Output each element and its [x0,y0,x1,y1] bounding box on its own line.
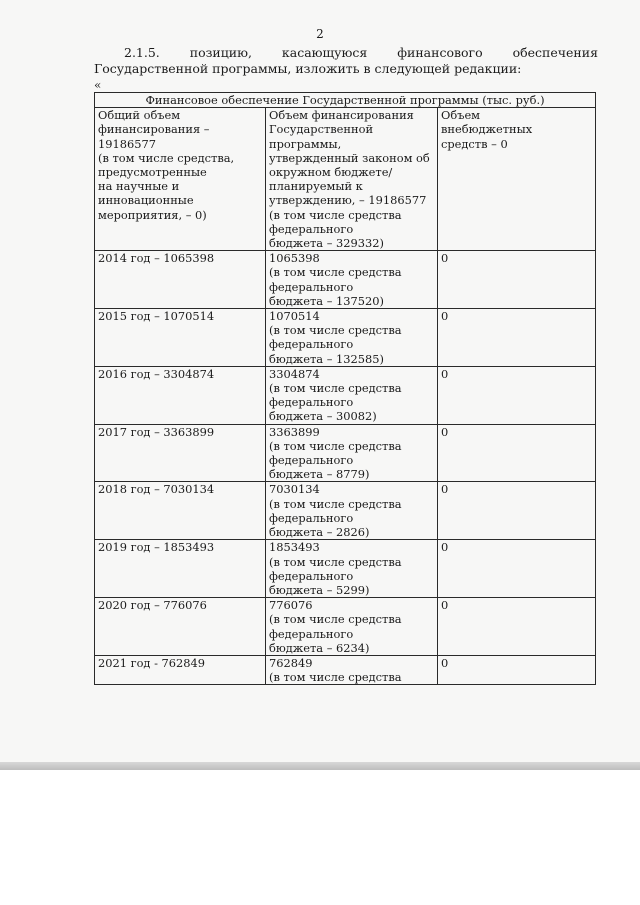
row-extrabudgetary: 0 [438,309,596,367]
row-year-total: 2016 год – 3304874 [95,366,266,424]
row-district-amount: 7030134 (в том числе средства федерального бюджета – 2826) [266,482,438,540]
table-row [95,598,596,656]
row-extrabudgetary: 0 [438,655,596,684]
scan-bottom-edge [0,762,640,770]
row-year-total: 2020 год – 776076 [95,598,266,656]
table-row [95,540,596,598]
row-district-amount: 762849 (в том числе средства [266,655,438,684]
table-title: Финансовое обеспечение Государственной программы (тыс. руб.) [95,93,596,108]
table-row [95,482,596,540]
row-district-amount: 3304874 (в том числе средства федерального бюджета – 30082) [266,366,438,424]
row-year-total: 2017 год – 3363899 [95,424,266,482]
table-row [95,424,596,482]
row-extrabudgetary: 0 [438,540,596,598]
row-extrabudgetary: 0 [438,366,596,424]
row-extrabudgetary: 0 [438,598,596,656]
row-year-total: 2018 год – 7030134 [95,482,266,540]
row-year-total: 2015 год – 1070514 [95,309,266,367]
row-district-amount: 1853493 (в том числе средства федерального бюджета – 5299) [266,540,438,598]
row-district-amount: 1065398 (в том числе средства федерального бюджета – 137520) [266,251,438,309]
row-extrabudgetary: 0 [438,251,596,309]
header-extrabudgetary: Объем внебюджетных средств – 0 [438,108,596,251]
table-row [95,655,596,684]
page-number: 2 [316,27,324,41]
financing-table [94,92,596,685]
row-year-total: 2019 год – 1853493 [95,540,266,598]
table-title-row [95,93,596,108]
header-total-financing: Общий объем финансирования – 19186577 (в том числе средства, предусмотренные на научные и инновационные мероприятия, – 0) [95,108,266,251]
row-year-total: 2014 год – 1065398 [95,251,266,309]
row-district-amount: 3363899 (в том числе средства федерального бюджета – 8779) [266,424,438,482]
table-row [95,251,596,309]
table-row [95,366,596,424]
header-district-budget: Объем финансирования Государственной программы, утвержденный законом об окружном бюджете/ планируемый к утверждению, – 19186577 (в том числе средства федерального бюджета – 329332) [266,108,438,251]
row-year-total: 2021 год - 762849 [95,655,266,684]
row-district-amount: 1070514 (в том числе средства федерального бюджета – 132585) [266,309,438,367]
row-district-amount: 776076 (в том числе средства федерального бюджета – 6234) [266,598,438,656]
intro-paragraph [94,45,598,77]
row-extrabudgetary: 0 [438,482,596,540]
intro-text: 2.1.5. позицию, касающуюся финансового обеспечения Государственной программы, изложить в следующей редакции: [94,45,598,76]
table-row [95,309,596,367]
table-header-row [95,108,596,251]
opening-quote-mark: « [94,78,102,92]
financing-table-body [95,93,596,685]
row-extrabudgetary: 0 [438,424,596,482]
